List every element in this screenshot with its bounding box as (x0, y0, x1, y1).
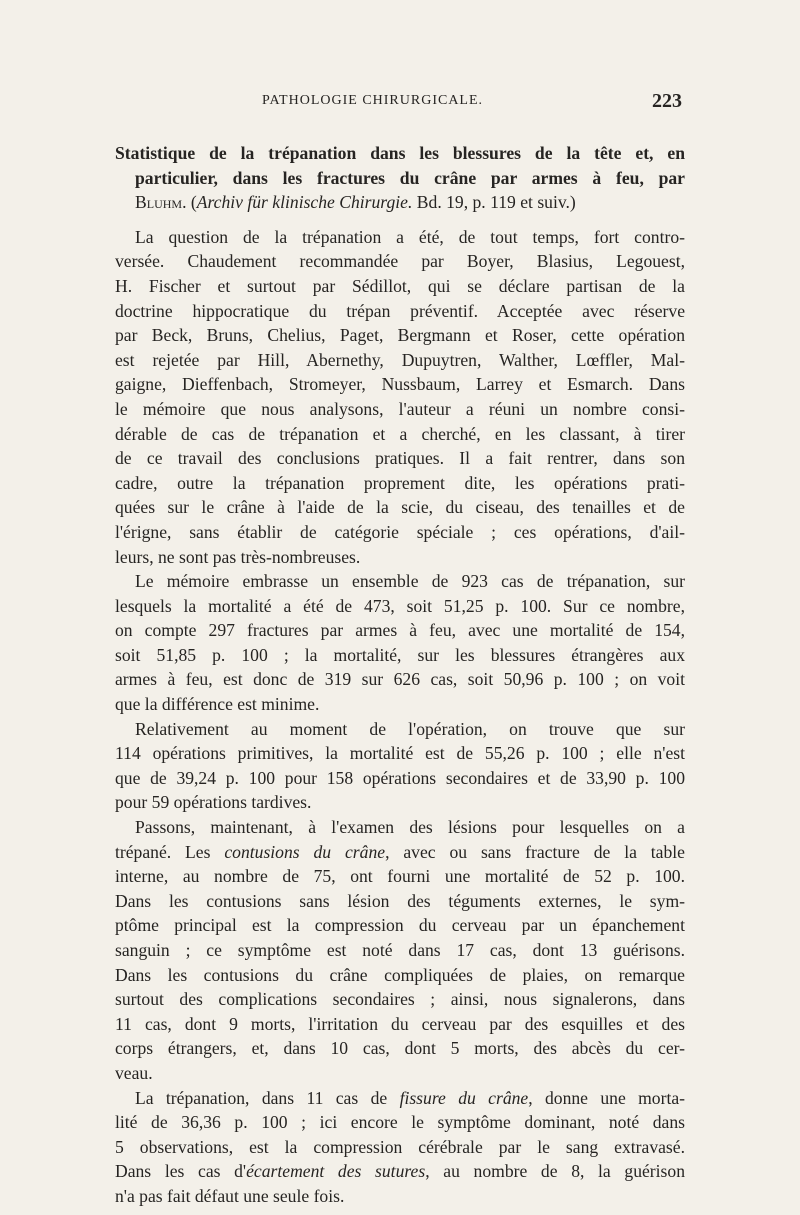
text-run: , avec ou sans fracture de la table (385, 841, 685, 862)
paragraph (115, 717, 685, 815)
text-line: que la différence est minime. (115, 694, 320, 715)
citation-details: Bd. 19, p. 119 et suiv.) (412, 192, 576, 213)
page-number: 223 (652, 90, 682, 112)
emphasis-term: fissure du crâne (399, 1087, 529, 1108)
running-title: PATHOLOGIE CHIRURGICALE. (262, 93, 484, 108)
text-run: trépané. Les (115, 841, 225, 862)
text-line: corps étrangers, et, dans 10 cas, dont 5 morts, des abcès du cer- (115, 1038, 685, 1059)
text-line: doctrine hippocratique du trépan préventif. Acceptée avec réserve (115, 300, 685, 321)
text-line: dérable de cas de trépanation et a cherché, en les classant, à tirer (115, 423, 685, 444)
paragraph (115, 225, 685, 569)
text-line: que de 39,24 p. 100 pour 158 opérations secondaires et de 33,90 p. 100 (115, 767, 685, 788)
text-line: surtout des complications secondaires ; ainsi, nous signalerons, dans (115, 989, 685, 1010)
journal-title: Archiv für klinische Chirurgie. (196, 192, 413, 213)
text-line: Dans les contusions sans lésion des téguments externes, le sym- (115, 890, 685, 911)
heading-line: Statistique de la trépanation dans les blessures de la tête et, en (115, 143, 685, 163)
text-line: 11 cas, dont 9 morts, l'irritation du cerveau par des esquilles et des (115, 1013, 685, 1034)
text-run: , au nombre de 8, la guérison (425, 1161, 685, 1182)
text-line: cadre, outre la trépanation proprement dite, les opérations prati- (115, 472, 685, 493)
text-line: H. Fischer et surtout par Sédillot, qui se déclare partisan de la (115, 275, 685, 296)
text-line: versée. Chaudement recommandée par Boyer, Blasius, Legouest, (115, 251, 685, 272)
paragraph (115, 815, 685, 1086)
text-line: Passons, maintenant, à l'examen des lésions pour lesquelles on a (135, 817, 685, 838)
text-line: ptôme principal est la compression du cerveau par un épanchement (115, 915, 685, 936)
emphasis-term: écartement des sutures (246, 1161, 426, 1182)
emphasis-term: contusions du crâne (224, 841, 386, 862)
text-line: leurs, ne sont pas très-nombreuses. (115, 546, 361, 567)
text-line: lesquels la mortalité a été de 473, soit 51,25 p. 100. Sur ce nombre, (115, 595, 685, 616)
text-line: sanguin ; ce symptôme est noté dans 17 cas, dont 13 guérisons. (115, 940, 685, 960)
text-line (115, 1159, 685, 1184)
text-line: soit 51,85 p. 100 ; la mortalité, sur les blessures étrangères aux (115, 644, 685, 665)
citation-open: ( (190, 192, 197, 213)
text-line: interne, au nombre de 75, ont fourni une mortalité de 52 p. 100. (115, 866, 685, 887)
text-line: lité de 36,36 p. 100 ; ici encore le symptôme dominant, noté dans (115, 1112, 685, 1133)
text-line: n'a pas fait défaut une seule fois. (115, 1185, 345, 1206)
paragraph (115, 1086, 685, 1209)
text-line: est rejetée par Hill, Abernethy, Dupuytren, Walther, Lœffler, Mal- (115, 349, 685, 370)
article-heading (115, 141, 685, 215)
text-line: de ce travail des conclusions pratiques. Il a fait rentrer, dans son (115, 448, 685, 469)
spacer (115, 215, 685, 225)
text-run: Dans les cas d' (115, 1161, 247, 1182)
text-line: La question de la trépanation a été, de tout temps, fort contro- (135, 226, 685, 247)
text-line: gaigne, Dieffenbach, Stromeyer, Nussbaum, Larrey et Esmarch. Dans (115, 374, 685, 395)
text-line: 5 observations, est la compression cérébrale par le sang extravasé. (115, 1136, 685, 1157)
text-line: armes à feu, est donc de 319 sur 626 cas, soit 50,96 p. 100 ; on voit (115, 669, 685, 690)
text-line: veau. (115, 1062, 153, 1083)
text-line: Dans les contusions du crâne compliquées de plaies, on remarque (115, 964, 685, 985)
text-line: par Beck, Bruns, Chelius, Paget, Bergmann et Roser, cette opération (115, 325, 685, 346)
author-name: Bluhm. (135, 192, 187, 213)
text-line (115, 1086, 685, 1111)
text-line: le mémoire que nous analysons, l'auteur a réuni un nombre consi- (115, 398, 685, 419)
text-line: pour 59 opérations tardives. (115, 792, 312, 813)
text-line: 114 opérations primitives, la mortalité est de 55,26 p. 100 ; elle n'est (115, 743, 685, 764)
text-line: on compte 297 fractures par armes à feu, avec une mortalité de 154, (115, 620, 685, 641)
heading-line: particulier, dans les fractures du crâne par armes à feu, par (135, 167, 685, 188)
text-line: Le mémoire embrasse un ensemble de 923 cas de trépanation, sur (135, 571, 685, 592)
running-head (117, 90, 682, 119)
text-line: quées sur le crâne à l'aide de la scie, du ciseau, des tenailles et de (115, 497, 685, 518)
text-line: l'érigne, sans établir de catégorie spéciale ; ces opérations, d'ail- (115, 521, 685, 542)
text-line (115, 840, 685, 865)
text-run: La trépanation, dans 11 cas de (135, 1087, 400, 1108)
heading-citation (115, 190, 685, 215)
paragraph (115, 569, 685, 717)
text-line: Relativement au moment de l'opération, on trouve que sur (135, 718, 685, 739)
body-text (115, 141, 685, 1209)
text-run: , donne une morta- (528, 1087, 686, 1108)
